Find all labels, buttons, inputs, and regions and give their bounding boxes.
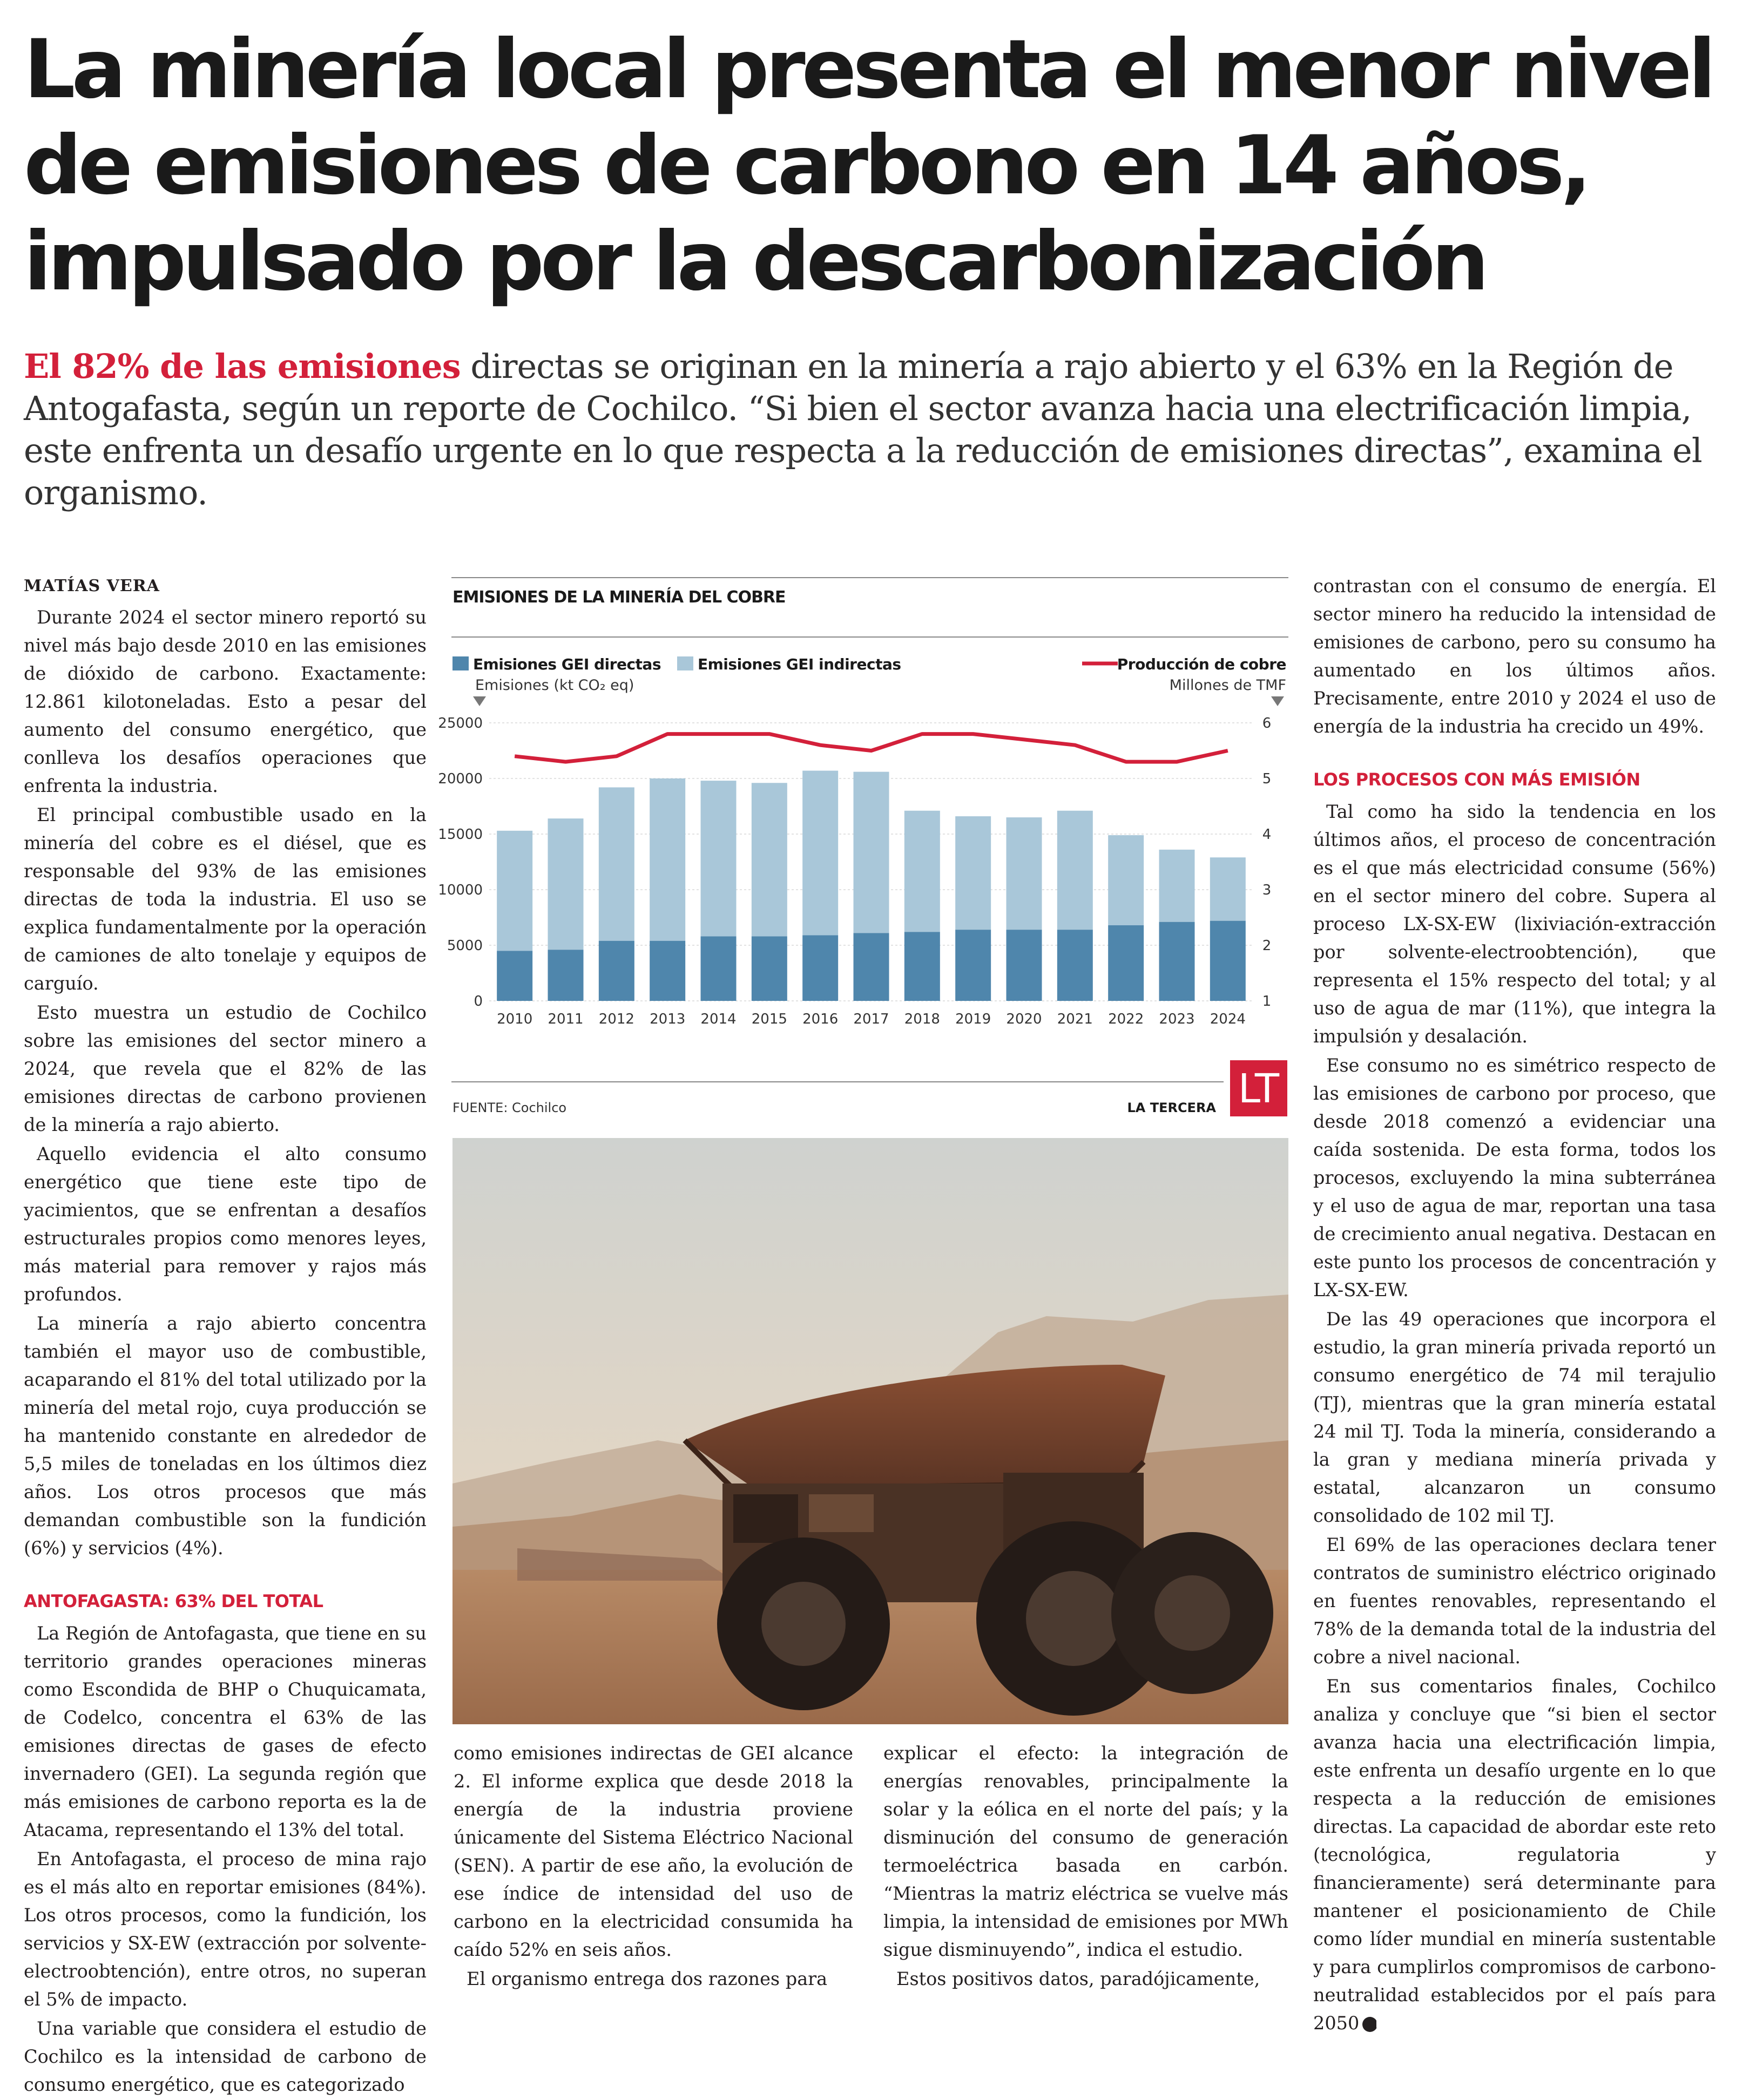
article-column-2 (454, 1739, 853, 1994)
y2-tick-label: 1 (1262, 993, 1272, 1010)
bar-indirect (548, 818, 584, 950)
bar-indirect (497, 831, 532, 951)
y-tick-label: 20000 (438, 771, 483, 787)
y-tick-label: 15000 (438, 827, 483, 843)
paragraph: Durante 2024 el sector minero reportó su nivel más bajo desde 2010 en las emisiones de dióxido de carbono. Exactamente: 12.861 kilotoneladas. Esto a pesar del aumento del consumo energético, que conlleva los desafíos operaciones que enfrenta la industria. (24, 607, 427, 796)
y2-tick-label: 2 (1262, 938, 1272, 954)
paragraph: La minería a rajo abierto concentra también el mayor uso de combustible, acaparando el 81% del total utilizado por la minería del metal rojo, cuya producción se ha mantenido constante en alrededor de 5,5 miles de toneladas en los últimos diez años. Los otros procesos que más demandan combustible son la fundición (6%) y servicios (4%). (24, 1313, 427, 1559)
deck (24, 346, 1725, 514)
legend-swatch-indirect (677, 656, 693, 670)
paragraph: De las 49 operaciones que incorpora el estudio, la gran minería privada reportó un consumo energético de 74 mil terajulio (TJ), mientras que la gran minería estatal 24 mil TJ. Toda la minería, considerando a la gran y mediana minería privada y estatal, alcanzaron un consumo consolidado de 102 mil TJ. (1313, 1309, 1716, 1526)
deck-highlight: El 82% de las emisiones (24, 347, 461, 386)
bar-indirect (1210, 857, 1246, 920)
y-tick-label: 0 (474, 993, 483, 1010)
lt-logo-text: LT (1238, 1066, 1280, 1112)
bar-direct (1108, 925, 1144, 1001)
paragraph: como emisiones indirectas de GEI alcance 2. El informe explica que desde 2018 la energía de la industria proviene únicamente del Sistema Eléctrico Nacional (SEN). A partir de ese año, la evolución de ese índice de intensidad del uso de carbono en la electricidad consumida ha caído 52% en seis años. (454, 1743, 853, 1960)
chart-credit: LA TERCERA (1127, 1100, 1216, 1115)
y-tick-label: 25000 (438, 715, 483, 731)
subhead-procesos: LOS PROCESOS CON MÁS EMISIÓN (1313, 769, 1640, 790)
paragraph: contrastan con el consumo de energía. El sector minero ha reducido la intensidad de emisiones de carbono, pero su consumo ha aumentado en los últimos años. Precisamente, entre 2010 y 2024 el uso de energía de la industria ha crecido un 49%. (1313, 575, 1716, 737)
paragraph: Ese consumo no es simétrico respecto de las emisiones de carbono por proceso, que desde 2018 comenzó a evidenciar una caída sostenida. De esta forma, todos los procesos, excluyendo la mina subterránea y el uso de agua de mar, reportan una tasa de crecimiento anual negativa. Destacan en este punto los procesos de concentración y LX-SX-EW. (1313, 1055, 1716, 1300)
x-tick-label: 2017 (853, 1011, 889, 1027)
bar-indirect (701, 781, 737, 936)
article-column-4 (1313, 572, 1716, 2038)
paragraph: Estos positivos datos, paradójicamente, (896, 1968, 1260, 1989)
bar-indirect (1159, 850, 1195, 922)
x-tick-label: 2024 (1210, 1011, 1246, 1027)
bar-direct (701, 937, 737, 1001)
paragraph: El organismo entrega dos razones para (467, 1968, 828, 1989)
x-tick-label: 2023 (1159, 1011, 1195, 1027)
bar-direct (1159, 922, 1195, 1001)
paragraph-final (1313, 1672, 1716, 2037)
bar-indirect (752, 783, 787, 936)
emissions-chart (438, 574, 1288, 1121)
bar-indirect (854, 772, 889, 933)
bar-direct (599, 941, 634, 1001)
byline: MATÍAS VERA (24, 577, 160, 595)
legend-label-indirect: Emisiones GEI indirectas (698, 655, 901, 673)
paragraph: Una variable que considera el estudio de Cochilco es la intensidad de carbono de consumo energético, que es categorizado (24, 2018, 427, 2095)
paragraph: El 69% de las operaciones declara tener contratos de suministro eléctrico originado en fuentes renovables, representando el 78% de la demanda total de la industria del cobre a nivel nacional. (1313, 1534, 1716, 1668)
x-tick-label: 2013 (650, 1011, 686, 1027)
paragraph: explicar el efecto: la integración de energías renovables, principalmente la solar y la eólica en el norte del país; y la disminución del consumo de generación termoeléctrica basada en carbón. “Mientras la matriz eléctrica se vuelve más limpia, la intensidad de emisiones por MWh sigue disminuyendo”, indica el estudio. (883, 1743, 1288, 1960)
bar-direct (497, 951, 532, 1001)
paragraph: Aquello evidencia el alto consumo energético que tiene este tipo de yacimientos, que se enfrentan a desafíos estructurales propios como menores leyes, más material para remover y rajos más profundos. (24, 1143, 427, 1305)
x-tick-label: 2020 (1006, 1011, 1042, 1027)
x-tick-label: 2018 (904, 1011, 940, 1027)
bar-indirect (802, 771, 838, 936)
bar-direct (802, 935, 838, 1001)
bar-indirect (1108, 835, 1144, 925)
mining-truck-photo (452, 1138, 1288, 1724)
y2-tick-label: 5 (1262, 771, 1272, 787)
y2-tick-label: 6 (1262, 715, 1272, 731)
bar-direct (548, 950, 584, 1001)
x-tick-label: 2015 (751, 1011, 787, 1027)
article-column-3 (883, 1739, 1288, 1994)
end-mark-icon: P (1362, 2017, 1377, 2032)
x-tick-label: 2010 (497, 1011, 533, 1027)
y2-axis-marker-icon (1271, 696, 1284, 706)
bar-indirect (650, 778, 685, 941)
legend-label-production: Producción de cobre (1117, 655, 1286, 673)
paragraph: La Región de Antofagasta, que tiene en su territorio grandes operaciones mineras como Escondida de BHP o Chuquicamata, de Codelco, concentra el 63% de las emisiones directas de gases de efecto invernadero (GEI). La segunda región que más emisiones de carbono reporta es la de Atacama, representando el 13% del total. (24, 1623, 427, 1840)
bar-direct (752, 937, 787, 1001)
y2-axis-label: Millones de TMF (1169, 677, 1286, 694)
production-line (515, 734, 1228, 762)
x-tick-label: 2011 (548, 1011, 584, 1027)
headline: La minería local presenta el menor nivel de emisiones de carbono en 14 años, impulsado por la descarbonización (24, 23, 1712, 309)
chart-source: FUENTE: Cochilco (452, 1100, 567, 1115)
paragraph: Tal como ha sido la tendencia en los últimos años, el proceso de concentración es el que más electricidad consume (56%) en el sector minero del cobre. Supera al proceso LX-SX-EW (lixiviación-extracción por solvente-electroobtención), que representa el 15% respecto del total; y al uso de agua de mar (11%), que integra la impulsión y desalación. (1313, 801, 1716, 1047)
x-tick-label: 2021 (1057, 1011, 1093, 1027)
x-tick-label: 2016 (802, 1011, 839, 1027)
bar-indirect (955, 816, 991, 930)
bar-direct (1007, 930, 1042, 1001)
y-axis-marker-icon (473, 696, 486, 706)
bar-direct (1210, 921, 1246, 1001)
y2-tick-label: 3 (1262, 882, 1272, 898)
legend-label-direct: Emisiones GEI directas (473, 655, 661, 673)
paragraph: En Antofagasta, el proceso de mina rajo es el más alto en reportar emisiones (84%). Los otros procesos, como la fundición, los servicios y SX-EW (extracción por solvente-electroobtención), entre otros, no superan el 5% de impacto. (24, 1848, 427, 2010)
article-column-1 (24, 572, 427, 2100)
x-tick-label: 2022 (1108, 1011, 1144, 1027)
bar-direct (1057, 930, 1093, 1001)
bar-indirect (599, 787, 634, 940)
x-tick-label: 2012 (598, 1011, 634, 1027)
bar-direct (854, 933, 889, 1001)
chart-title: EMISIONES DE LA MINERÍA DEL COBRE (452, 588, 786, 607)
y-tick-label: 10000 (438, 882, 483, 898)
bar-indirect (1057, 811, 1093, 930)
bar-direct (650, 941, 685, 1001)
bar-direct (904, 932, 940, 1001)
subhead-antofagasta: ANTOFAGASTA: 63% DEL TOTAL (24, 1591, 323, 1611)
final-text: En sus comentarios finales, Cochilco analiza y concluye que “si bien el sector avanza hacia una electrificación limpia, este enfrenta un desafío urgente en lo que respecta a la reducción de emisiones directas. La capacidad de abordar este reto (tecnológica, regulatoria y financieramente) será determinante para mantener el posicionamiento de Chile como líder mundial en minería sustentable y para cumplirlos compromisos de carbono-neutralidad establecidos por el país para 2050 (1313, 1676, 1716, 2034)
y2-tick-label: 4 (1262, 827, 1272, 843)
paragraph: Esto muestra un estudio de Cochilco sobre las emisiones del sector minero a 2024, que revela que el 82% de las emisiones directas de carbono provienen de la minería a rajo abierto. (24, 1002, 427, 1135)
y-axis-label: Emisiones (kt CO₂ eq) (475, 677, 634, 694)
y-tick-label: 5000 (447, 938, 483, 954)
legend-swatch-direct (452, 656, 469, 670)
bar-direct (955, 930, 991, 1001)
paragraph: El principal combustible usado en la minería del cobre es el diésel, que es responsable del 93% de las emisiones directas de toda la industria. El uso se explica fundamentalmente por la operación de camiones de alto tonelaje y equipos de carguío. (24, 804, 427, 994)
bar-indirect (1007, 817, 1042, 930)
x-tick-label: 2014 (700, 1011, 737, 1027)
deck-text: directas se originan en la minería a rajo abierto y el 63% en la Región de Antogafasta, según un reporte de Cochilco. “Si bien el sector avanza hacia una electrificación limpia, este enfrenta un desafío urgente en lo que respecta a la reducción de emisiones directas”, examina el organismo. (24, 347, 1702, 512)
bar-indirect (904, 811, 940, 932)
x-tick-label: 2019 (955, 1011, 991, 1027)
